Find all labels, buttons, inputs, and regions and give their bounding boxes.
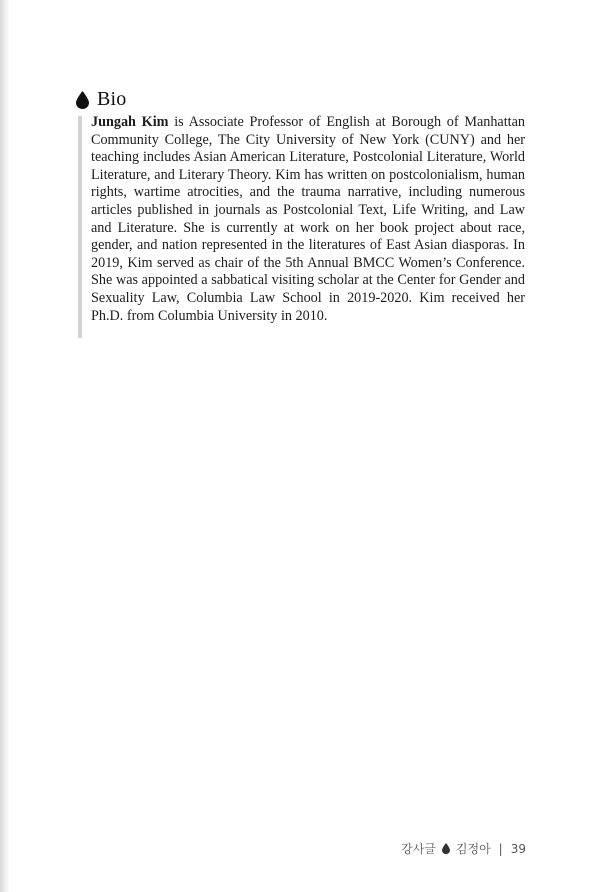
section-heading <box>76 88 127 111</box>
page-edge-shadow <box>0 0 10 892</box>
section-heading-label: Bio <box>97 88 127 110</box>
bio-vertical-rule <box>78 116 82 338</box>
page-number: 39 <box>510 841 526 856</box>
page-footer <box>401 840 526 857</box>
footer-separator: | <box>498 841 503 856</box>
bio-paragraph <box>91 114 525 325</box>
footer-drop-icon <box>442 843 450 854</box>
drop-icon <box>76 91 89 109</box>
footer-author: 김정아 <box>455 842 491 856</box>
bio-body-text: is Associate Professor of English at Borough of Manhattan Community College, The City University of New York (CUNY) and her teaching includes Asian American Literature, Postcolonial Literature, World Literature, and Literary Theory. Kim has written on postcolonialism, human rights, wartime atrocities, and the trauma narrative, including numerous articles published in journals as Postcolonial Text, Life Writing, and Law and Literature. She is currently at work on her book project about race, gender, and nation represented in the literatures of East Asian diasporas. In 2019, Kim served as chair of the 5th Annual BMCC Women’s Conference. She was appointed a sabbatical visiting scholar at the Center for Gender and Sexuality Law, Columbia Law School in 2019-2020. Kim received her Ph.D. from Columbia University in 2010. <box>91 114 526 324</box>
footer-section-label: 강사글 <box>401 842 436 856</box>
bio-author-name: Jungah Kim <box>91 114 169 130</box>
bio-block <box>78 114 526 340</box>
